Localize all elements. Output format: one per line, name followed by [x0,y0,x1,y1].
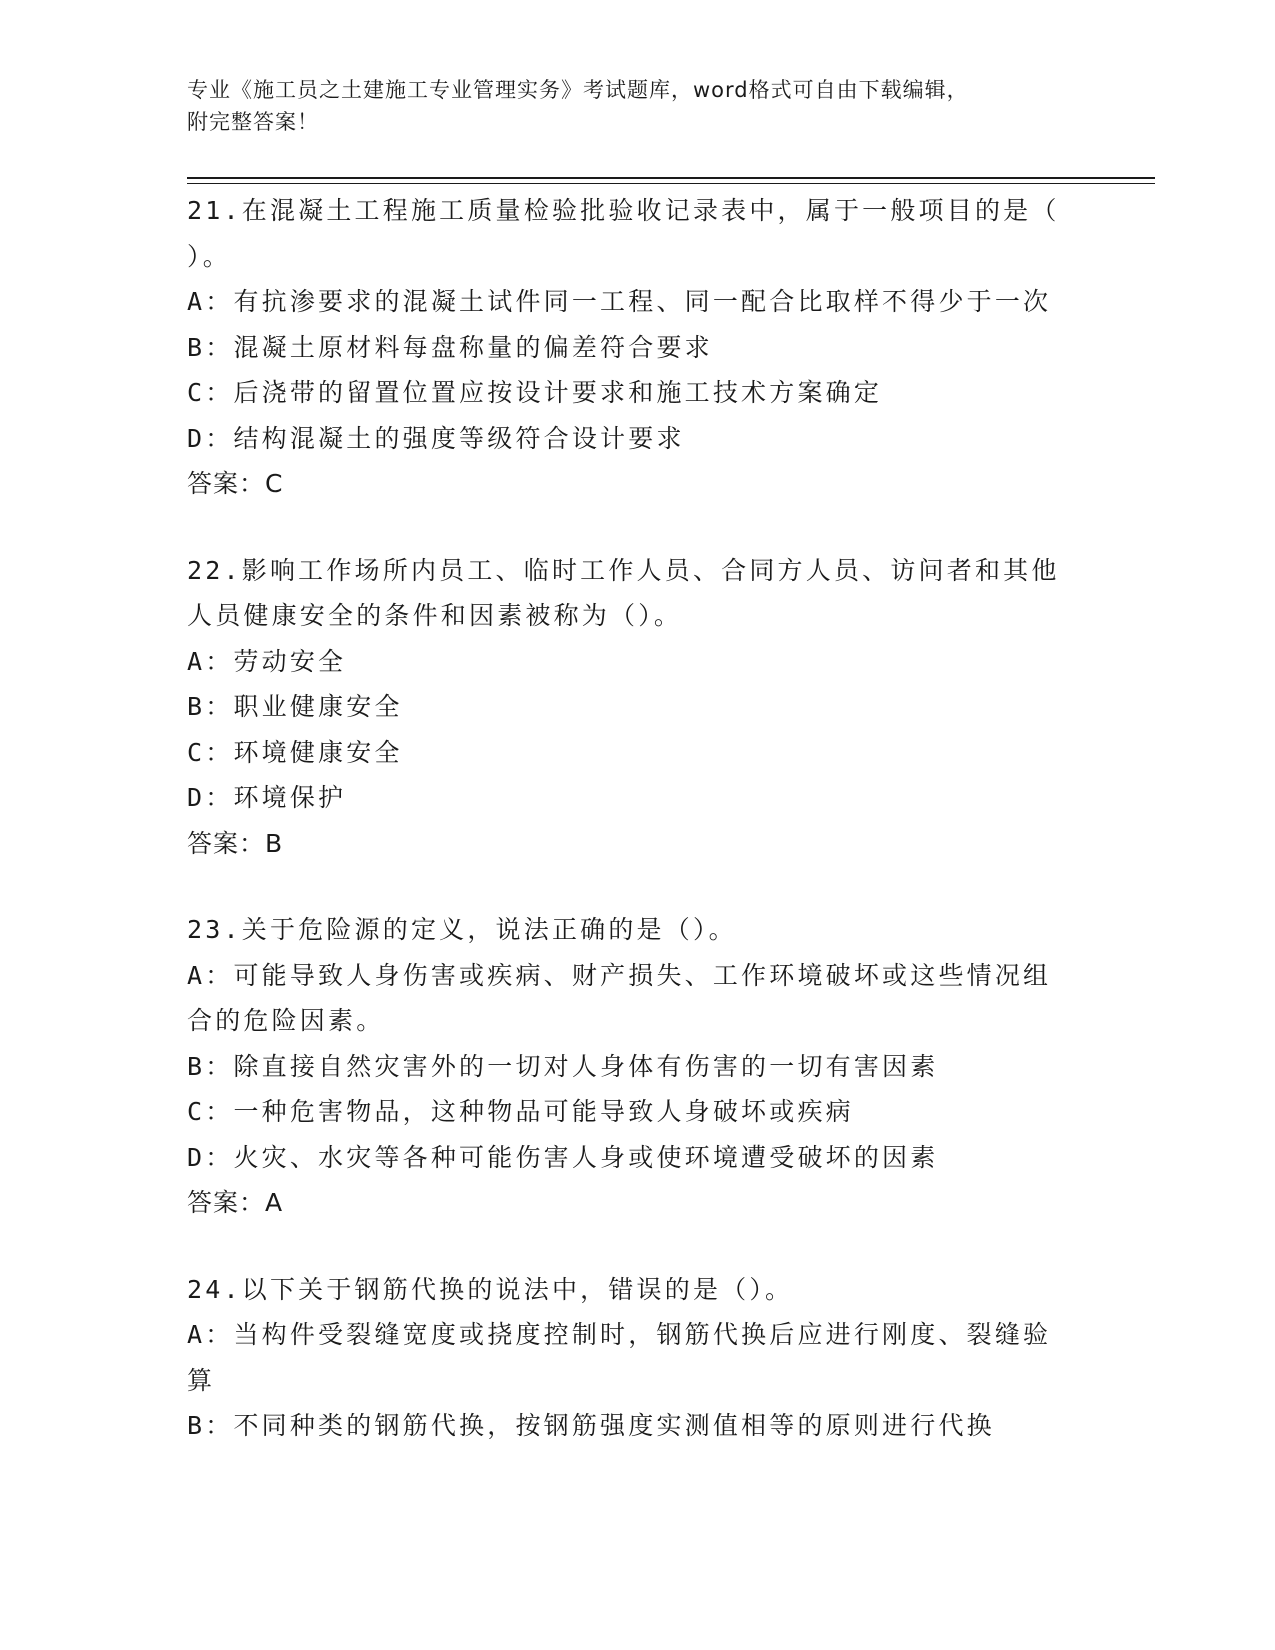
document-header [187,74,1067,138]
option-b: B：不同种类的钢筋代换，按钢筋强度实测值相等的原则进行代换 [187,1411,995,1440]
question-list [187,188,1087,1490]
option-a-continuation: 合的危险因素。 [187,1006,385,1035]
question-24 [187,1267,1087,1449]
question-22 [187,548,1087,867]
question-stem-line: 21.在混凝土工程施工质量检验批验收记录表中，属于一般项目的是（ [187,196,1060,225]
question-stem-line: 24.以下关于钢筋代换的说法中，错误的是（）。 [187,1274,794,1304]
option-b: B：职业健康安全 [187,692,403,721]
option-b: B：除直接自然灾害外的一切对人身体有伤害的一切有害因素 [187,1051,939,1081]
answer-text: 答案：B [187,828,284,858]
option-a-continuation: 算 [187,1365,216,1395]
question-stem-line: ）。 [187,241,231,271]
question-stem-line: 人员健康安全的条件和因素被称为（）。 [187,601,683,630]
answer-text: 答案：C [187,469,284,498]
option-c: C：后浇带的留置位置应按设计要求和施工技术方案确定 [187,378,883,407]
question-21 [187,188,1087,507]
option-a: A：有抗渗要求的混凝土试件同一工程、同一配合比取样不得少于一次 [187,287,1052,316]
answer-text: 答案：A [187,1188,284,1217]
option-d: D：结构混凝土的强度等级符合设计要求 [187,423,685,453]
header-line-1: 专业《施工员之土建施工专业管理实务》考试题库，word格式可自由下载编辑， [187,78,969,102]
option-a: A：劳动安全 [187,646,347,676]
option-c: C：环境健康安全 [187,737,403,767]
question-23 [187,907,1087,1226]
option-d: D：环境保护 [187,783,347,812]
question-stem-line: 23.关于危险源的定义，说法正确的是（）。 [187,915,737,944]
option-d: D：火灾、水灾等各种可能伤害人身或使环境遭受破坏的因素 [187,1142,939,1172]
header-line-2: 附完整答案！ [187,110,319,134]
header-divider-thick [187,177,1155,179]
option-a: A：可能导致人身伤害或疾病、财产损失、工作环境破坏或这些情况组 [187,960,1052,990]
header-divider-thin [187,183,1155,184]
option-a: A：当构件受裂缝宽度或挠度控制时，钢筋代换后应进行刚度、裂缝验 [187,1320,1052,1349]
option-b: B：混凝土原材料每盘称量的偏差符合要求 [187,332,713,362]
question-stem-line: 22.影响工作场所内员工、临时工作人员、合同方人员、访问者和其他 [187,555,1060,585]
option-c: C：一种危害物品，这种物品可能导致人身破坏或疾病 [187,1097,854,1126]
